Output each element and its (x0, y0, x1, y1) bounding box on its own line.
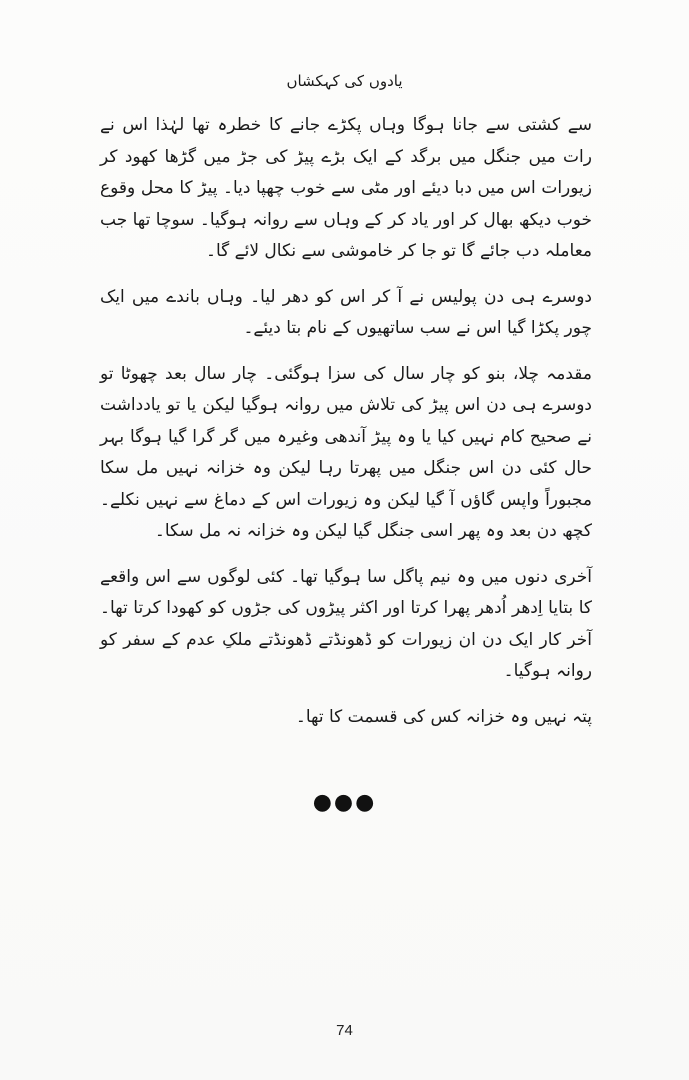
paragraph-2: دوسرے ہی دن پولیس نے آ کر اس کو دھر لیا۔ وہاں باندے میں ایک چور پکڑا گیا اس نے سب ساتھیوں کے نام بتا دیئے۔ (100, 286, 592, 338)
section-ornament: ●●● (312, 790, 377, 815)
paragraph-4: آخری دنوں میں وہ نیم پاگل سا ہوگیا تھا۔ کئی لوگوں سے اس واقعے کا بتایا اِدھر اُدھر پھرا کرتا اور اکثر پیڑوں کی جڑوں کو کھودا کرتا تھا۔ آخر کار ایک دن ان زیورات کو ڈھونڈتے ڈھونڈتے ملکِ عدم کے سفر کو روانہ ہوگیا۔ (100, 566, 592, 681)
paragraph-1: سے کشتی سے جانا ہوگا وہاں پکڑے جانے کا خطرہ تھا لہٰذا اس نے رات میں جنگل میں برگد کے ایک بڑے پیڑ کی جڑ میں گڑھا کھود کر زیورات اس میں دبا دیئے اور مٹی سے خوب چھپا دیا۔ پیڑ کا محل وقوع خوب دیکھ بھال کر اور یاد کر کے وہاں سے روانہ ہوگیا۔ سوچا تھا جب معاملہ دب جائے گا تو جا کر خاموشی سے نکال لائے گا۔ (100, 115, 592, 261)
paragraph-3: مقدمہ چلا، بنو کو چار سال کی سزا ہوگئی۔ چار سال بعد چھوٹا تو دوسرے ہی دن اس پیڑ کی تلاش میں روانہ ہوگیا لیکن یا تو یادداشت نے صحیح کام نہیں کیا یا وہ پیڑ آندھی وغیرہ میں گر گرا گیا ہوگا بہر حال کئی دن اس جنگل میں پھرتا رہا لیکن وہ خزانہ نہیں مل سکا مجبوراً واپس گاؤں آ گیا لیکن وہ زیورات اس کے دماغ سے نہیں نکلے۔ کچھ دن بعد وہ پھر اسی جنگل گیا لیکن وہ خزانہ نہ مل سکا۔ (100, 363, 592, 541)
running-head: یادوں کی کہکشاں (286, 72, 403, 90)
paragraph-5: پتہ نہیں وہ خزانہ کس کی قسمت کا تھا۔ (295, 706, 592, 727)
page-number: 74 (336, 1022, 353, 1039)
body-text (100, 110, 592, 747)
